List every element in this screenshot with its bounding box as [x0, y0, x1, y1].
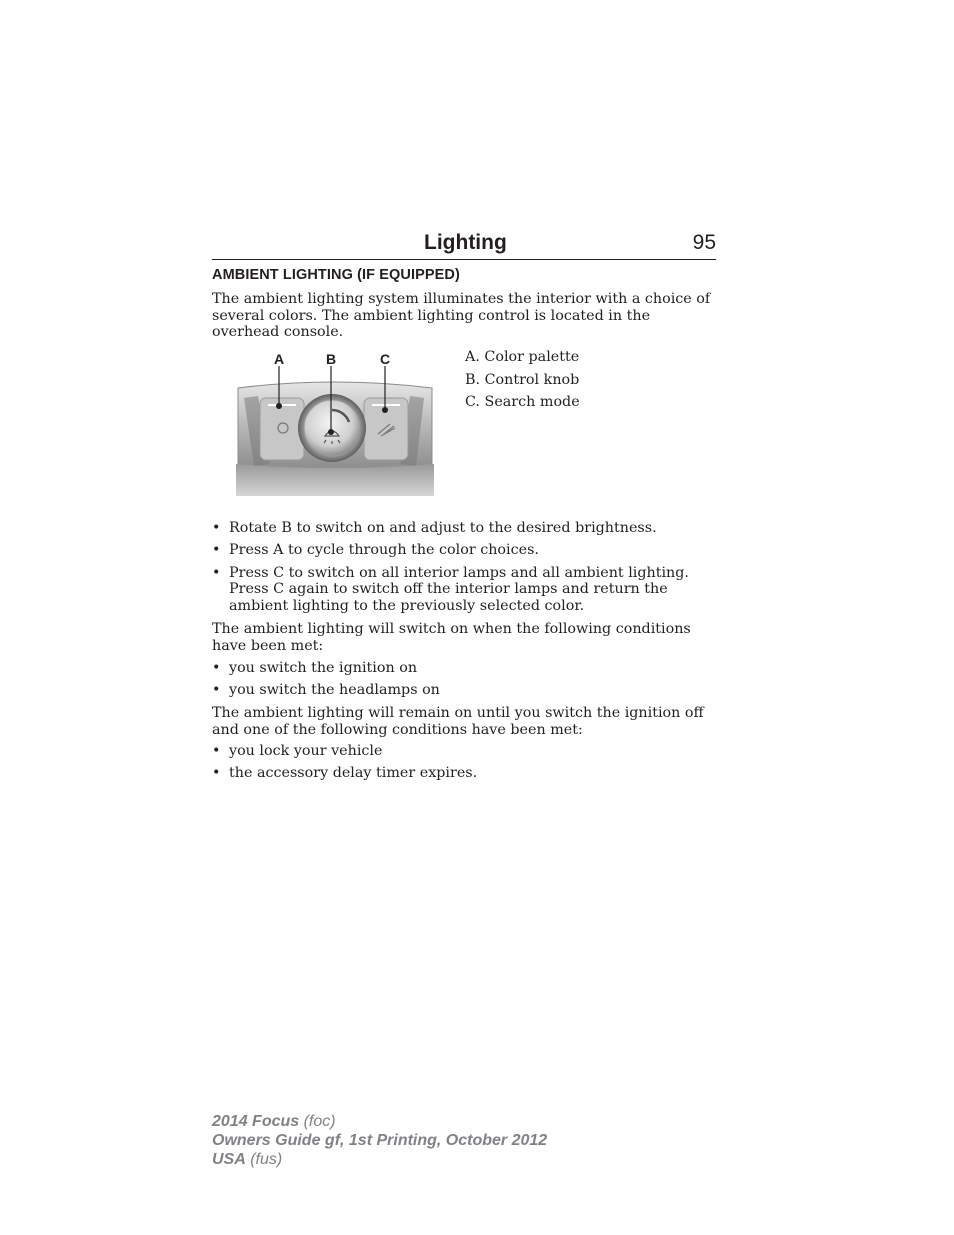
control-knob: [304, 400, 360, 456]
remain-on-conditions-paragraph: The ambient lighting will remain on until you switch the ignition off and one of the following conditions have been met:: [212, 705, 704, 738]
footer-line-model: 2014 Focus (foc): [212, 1113, 336, 1130]
console-base: [236, 464, 434, 496]
intro-paragraph: The ambient lighting system illuminates the interior with a choice of several colors. The ambient lighting control is located in the overhead console.: [212, 291, 711, 341]
page-number: 95: [692, 231, 716, 254]
legend-item-b: B. Control knob: [465, 371, 580, 388]
legend-item-a: A. Color palette: [465, 349, 580, 365]
footer-line-market: USA (fus): [212, 1151, 283, 1168]
page-footer: [212, 1112, 547, 1169]
list-item: • you lock your vehicle: [212, 743, 383, 759]
callout-c: C: [379, 351, 391, 367]
list-item: • you switch the headlamps on: [212, 682, 440, 699]
list-item: • the accessory delay timer expires.: [212, 765, 478, 782]
switch-off-conditions-list: [212, 743, 712, 788]
color-palette-button: [260, 398, 304, 460]
list-item: • Press C to switch on all interior lamps and all ambient lighting. Press C again to switch off the interior lamps and return the ambient lighting to the previously selected color.: [212, 564, 689, 614]
callout-b: B: [325, 351, 337, 367]
list-item: • you switch the ignition on: [212, 660, 418, 676]
switch-on-conditions-paragraph: The ambient lighting will switch on when the following conditions have been met:: [212, 621, 691, 654]
footer-line-edition: Owners Guide gf, 1st Printing, October 2012: [212, 1132, 548, 1149]
control-instructions-list: [212, 520, 712, 620]
ambient-lighting-control-figure: [234, 346, 434, 498]
switch-on-conditions-list: [212, 660, 712, 705]
figure-legend: [465, 346, 580, 414]
callout-a: A: [273, 351, 285, 367]
page-header: [212, 229, 716, 260]
legend-item-c: C. Search mode: [465, 394, 580, 410]
chapter-title: Lighting: [424, 231, 507, 254]
section-title: AMBIENT LIGHTING (IF EQUIPPED): [212, 267, 460, 283]
list-item: • Press A to cycle through the color choices.: [212, 542, 539, 559]
list-item: • Rotate B to switch on and adjust to the desired brightness.: [212, 520, 657, 536]
